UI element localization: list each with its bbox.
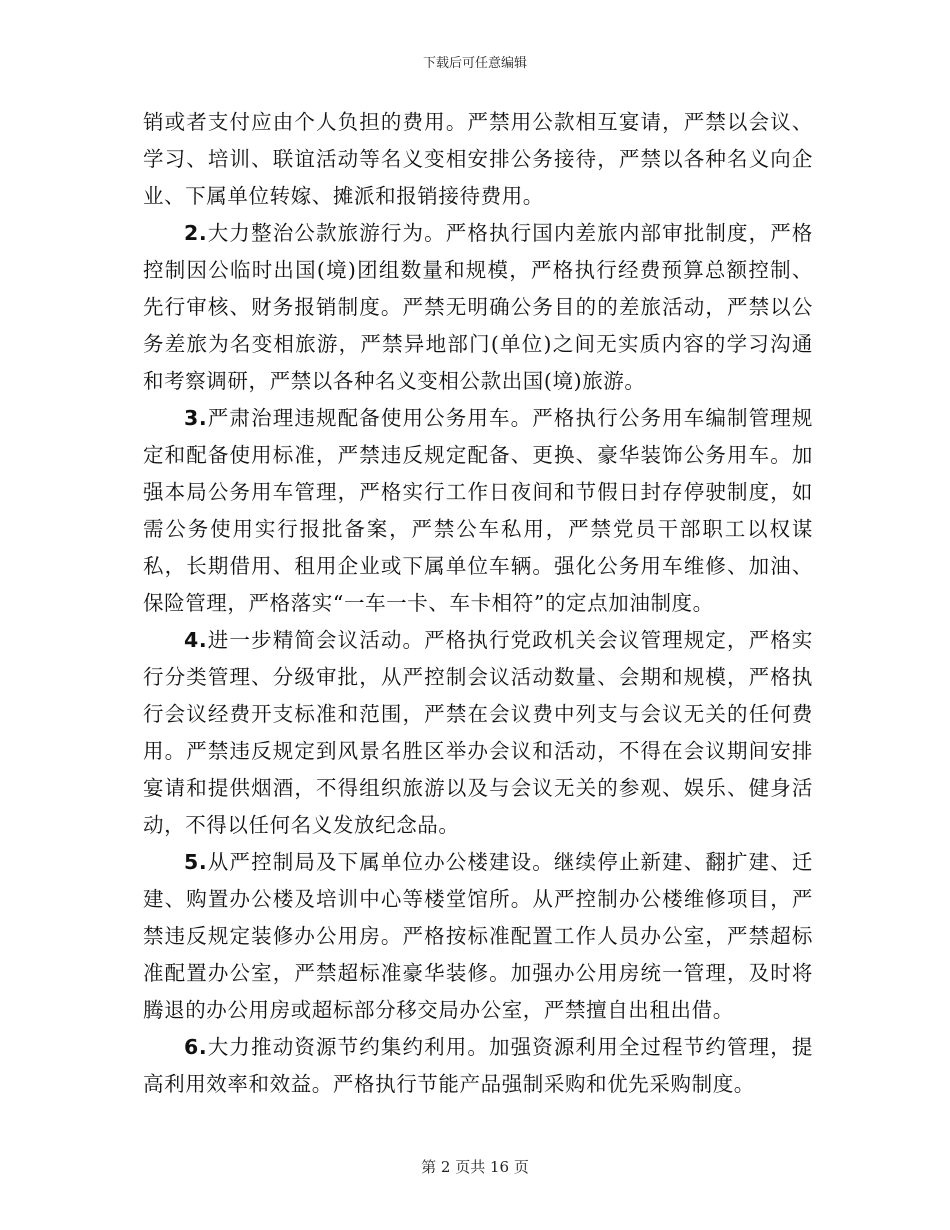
paragraph-text: 大力推动资源节约集约利用。加强资源利用全过程节约管理，提高利用效率和效益。严格执行节能产品强制采购和优先采购制度。 (143, 1035, 813, 1096)
page-header-note: 下载后可任意编辑 (422, 56, 527, 71)
paragraph-text: 销或者支付应由个人负担的费用。严禁用公款相互宴请，严禁以会议、学习、培训、联谊活动等名义变相安排公务接待，严禁以各种名义向企业、下属单位转嫁、摊派和报销接待费用。 (143, 110, 813, 208)
paragraph-text: 进一步精简会议活动。严格执行党政机关会议管理规定，严格实行分类管理、分级审批，从严控制会议活动数量、会期和规模，严格执行会议经费开支标准和范围，严禁在会议费中列支与会议无关的任何费用。严禁违反规定到风景名胜区举办会议和活动，不得在会议期间安排宴请和提供烟酒，不得组织旅游以及与会议无关的参观、娱乐、健身活动，不得以任何名义发放纪念品。 (143, 628, 813, 837)
item-number: 5. (184, 850, 208, 874)
paragraph-item-4 (143, 622, 813, 844)
paragraph-item-2 (143, 215, 813, 400)
paragraph-item-3 (143, 400, 813, 622)
item-number: 6. (184, 1035, 208, 1059)
paragraph-item-5 (143, 844, 813, 1029)
document-body (143, 104, 813, 1103)
page-number: 第 2 页共 16 页 (421, 1158, 529, 1176)
paragraph-text: 从严控制局及下属单位办公楼建设。继续停止新建、翻扩建、迁建、购置办公楼及培训中心等楼堂馆所。从严控制办公楼维修项目，严禁违反规定装修办公用房。严格按标准配置工作人员办公室，严禁超标准配置办公室，严禁超标准豪华装修。加强办公用房统一管理，及时将腾退的办公用房或超标部分移交局办公室，严禁擅自出租出借。 (143, 850, 813, 1022)
paragraph-text: 大力整治公款旅游行为。严格执行国内差旅内部审批制度，严格控制因公临时出国(境)团组数量和规模，严格执行经费预算总额控制、先行审核、财务报销制度。严禁无明确公务目的的差旅活动，严禁以公务差旅为名变相旅游，严禁异地部门(单位)之间无实质内容的学习沟通和考察调研，严禁以各种名义变相公款出国(境)旅游。 (143, 221, 813, 393)
paragraph-item-6 (143, 1029, 813, 1103)
item-number: 4. (184, 628, 208, 652)
paragraph-continuation (143, 104, 813, 215)
item-number: 2. (184, 221, 208, 245)
paragraph-text: 严肃治理违规配备使用公务用车。严格执行公务用车编制管理规定和配备使用标准，严禁违反规定配备、更换、豪华装饰公务用车。加强本局公务用车管理，严格实行工作日夜间和节假日封存停驶制度，如需公务使用实行报批备案，严禁公车私用，严禁党员干部职工以权谋私，长期借用、租用企业或下属单位车辆。强化公务用车维修、加油、保险管理，严格落实“一车一卡、车卡相符”的定点加油制度。 (143, 406, 813, 615)
item-number: 3. (184, 406, 208, 430)
